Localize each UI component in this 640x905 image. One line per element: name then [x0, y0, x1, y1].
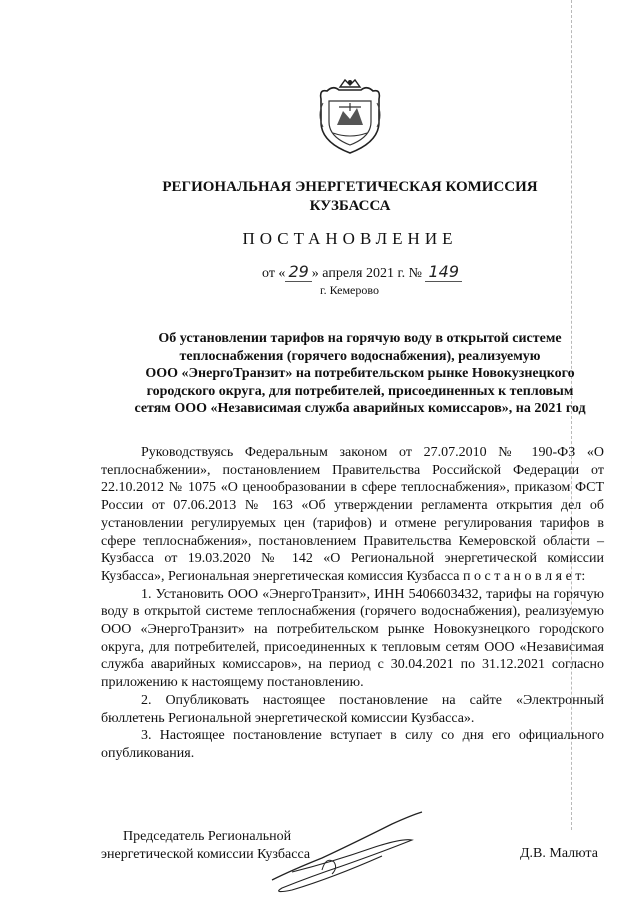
date-line [262, 262, 462, 282]
date-day-handwritten: 29 [285, 262, 311, 282]
subject-heading [110, 330, 610, 418]
org-name-line-2: КУЗБАССА [309, 198, 391, 214]
date-prefix: от « [262, 266, 286, 281]
subject-line: городского округа, для потребителей, присоединенных к тепловым [146, 383, 574, 399]
handwritten-signature [262, 810, 432, 900]
kuzbass-coat-of-arms-icon [315, 77, 385, 157]
document-type: ПОСТАНОВЛЕНИЕ [242, 229, 458, 248]
subject-line: теплоснабжения (горячего водоснабжения), реализуемую [179, 348, 541, 364]
subject-line: Об установлении тарифов на горячую воду в открытой системе [158, 331, 562, 346]
signer-title-line-2: энергетической комиссии Кузбасса [101, 847, 311, 862]
item-1-paragraph: 1. Установить ООО «ЭнергоТранзит», ИНН 5406603432, тарифы на горячую воду в открытой системе теплоснабжения (горячего водоснабжения), реализуемую ООО «ЭнергоТранзит» на потребительском рынке Новокузнецкого городского округа, для потребителей, присоединенных к тепловым сетям ООО «Независимая служба аварийных комиссаров», на период с 30.04.2021 по 31.12.2021 согласно приложению к настоящему постановлению. [101, 586, 604, 691]
item-2-paragraph: 2. Опубликовать настоящее постановление на сайте «Электронный бюллетень Региональной энергетической комиссии Кузбасса». [101, 692, 604, 726]
preamble-paragraph: Руководствуясь Федеральным законом от 27.07.2010 № 190-ФЗ «О теплоснабжении», постановлением Правительства Российской Федерации от 22.10.2012 № 1075 «О ценообразовании в сфере теплоснабжения», приказом ФСТ России от 07.06.2013 № 163 «Об утверждении регламента открытия дел об установлении регулируемых цен (тарифов) и отмене регулирования тарифов в сфере теплоснабжения», постановлением Правительства Кемеровской области – Кузбасса от 19.03.2020 № 142 «О Региональной энергетической комиссии Кузбасса», Региональная энергетическая комиссия Кузбасса п о с т а н о в л я е т: [101, 445, 604, 584]
document-number-handwritten: 149 [425, 262, 462, 282]
subject-line: сетям ООО «Независимая служба аварийных комиссаров», на 2021 год [134, 401, 586, 416]
organization-name [90, 178, 610, 216]
signer-title-line-1: Председатель Региональной [123, 829, 292, 844]
document-body [101, 444, 604, 763]
signer-name: Д.В. Малюта [520, 846, 598, 861]
date-month-year: » апреля 2021 г. № [311, 266, 422, 281]
org-name-line-1: РЕГИОНАЛЬНАЯ ЭНЕРГЕТИЧЕСКАЯ КОМИССИЯ [162, 179, 538, 195]
subject-line: ООО «ЭнергоТранзит» на потребительском рынке Новокузнецкого [145, 366, 575, 381]
item-3-paragraph: 3. Настоящее постановление вступает в силу со дня его официального опубликования. [101, 728, 604, 761]
city: г. Кемерово [320, 283, 379, 297]
